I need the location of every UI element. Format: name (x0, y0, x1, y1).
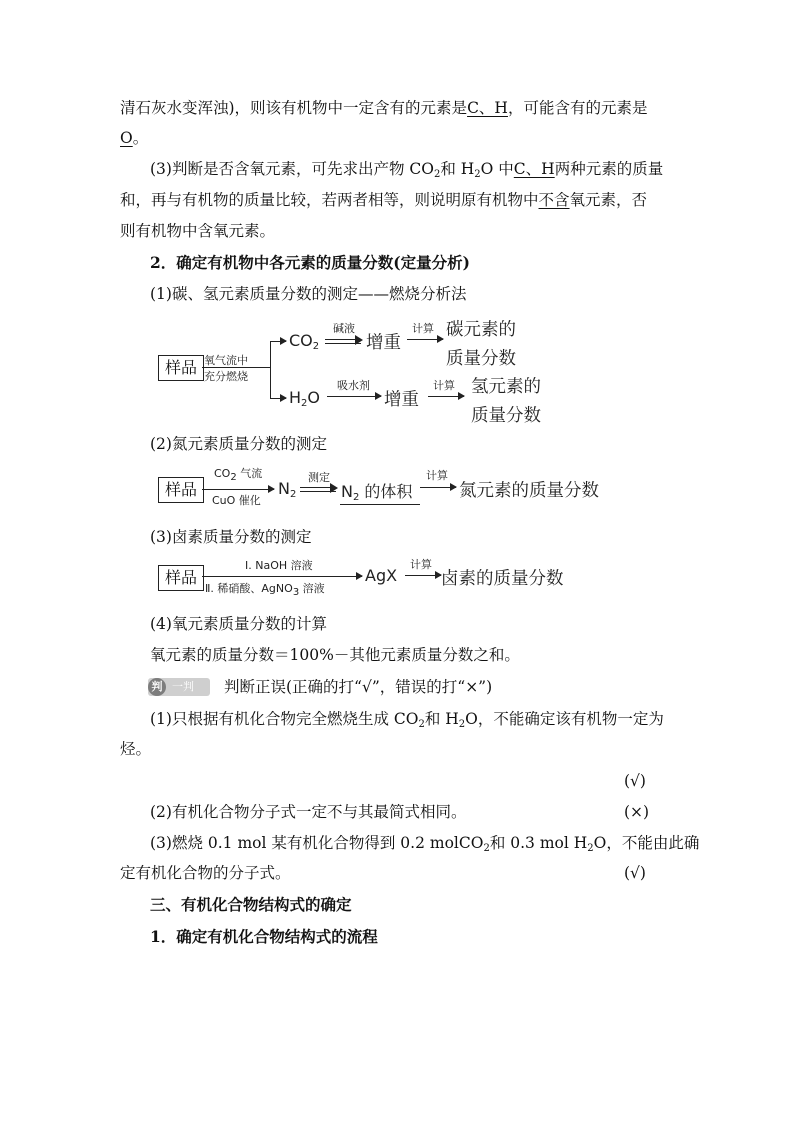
arrow (270, 341, 286, 342)
result-label: 质量分数 (446, 349, 516, 369)
result-label: 增重 (384, 390, 419, 410)
calc-label: 计算 (410, 558, 432, 571)
arrow (407, 339, 443, 340)
subscript: 2 (230, 472, 237, 483)
subscript: 2 (289, 489, 297, 500)
arrow (270, 398, 286, 399)
text: 和 0.3 mol H (489, 834, 588, 852)
branch-line (270, 341, 271, 398)
answer-mark: (×) (624, 803, 650, 821)
answer-mark: (√) (624, 864, 646, 882)
reagent-label: 碱液 (333, 322, 355, 335)
subscript: 2 (418, 719, 425, 730)
subscript: 2 (312, 341, 320, 352)
condition-label: Ⅰ. NaOH 溶液 (245, 559, 313, 572)
text-line: 则有机物中含氧元素。 (120, 222, 276, 240)
formula-line: 氧元素的质量分数＝100%－其他元素质量分数之和。 (150, 646, 520, 664)
formula: N (341, 482, 353, 501)
underlined-answer: C、H (467, 99, 508, 117)
co2-formula (289, 331, 319, 350)
agx-formula: AgX (365, 566, 398, 585)
formula: CO (214, 467, 231, 480)
subheading: (1)碳、氢元素质量分数的测定——燃烧分析法 (150, 285, 467, 303)
subscript: 3 (292, 587, 300, 598)
text-line (150, 158, 663, 180)
text: (1)只根据有机化合物完全燃烧生成 CO (150, 710, 419, 728)
badge-char: 判 (148, 678, 166, 696)
subscript: 2 (301, 398, 308, 409)
calc-label: 计算 (426, 469, 448, 482)
text: 。 (132, 129, 149, 147)
subheading: (3)卤素质量分数的测定 (150, 528, 312, 546)
result-label: 质量分数 (471, 406, 541, 426)
text: 和，再与有机物的质量比较，若两者相等，则说明原有机物中 (120, 191, 539, 209)
text: 和 H (424, 710, 459, 728)
double-arrow (300, 487, 336, 492)
question-1 (150, 708, 664, 730)
text: ，可能含有的元素是 (507, 99, 648, 117)
result-label: 碳元素的 (446, 320, 516, 340)
result-label: 增重 (366, 333, 401, 353)
result-label: 氮元素的质量分数 (459, 481, 599, 501)
section-heading: 2．确定有机物中各元素的质量分数(定量分析) (150, 253, 470, 272)
section-heading: 三、有机化合物结构式的确定 (150, 895, 352, 914)
arrow (428, 396, 464, 397)
text-line (120, 127, 148, 149)
connector-line (202, 367, 270, 368)
subscript: 2 (352, 492, 360, 503)
text: 清石灰水变浑浊)，则该有机物中一定含有的元素是 (120, 99, 468, 117)
underline (340, 504, 420, 505)
text: 溶液 (299, 582, 325, 595)
text: 两种元素的质量 (554, 160, 664, 178)
text: O，不能由此确 (593, 834, 700, 852)
condition-label (205, 580, 325, 596)
text-line (120, 189, 647, 211)
underlined-answer: C、H (513, 160, 555, 178)
reagent-label: 吸水剂 (337, 379, 370, 392)
subscript: 2 (433, 169, 441, 180)
text: Ⅱ. 稀硝酸、AgNO (205, 582, 293, 595)
subscript: 2 (587, 843, 594, 854)
calc-label: 测定 (308, 471, 330, 484)
text: (3)燃烧 0.1 mol 某有机化合物得到 0.2 molCO (150, 834, 484, 852)
text: 和 H (440, 160, 475, 178)
text: 的体积 (359, 482, 413, 501)
text-line (120, 97, 647, 119)
result-label: 卤素的质量分数 (441, 569, 564, 589)
arrow (327, 396, 381, 397)
double-arrow (325, 339, 361, 344)
question-2: (2)有机化合物分子式一定不与其最简式相同。 (150, 803, 467, 821)
subheading: 1．确定有机化合物结构式的流程 (150, 927, 378, 946)
subscript: 2 (458, 719, 466, 730)
subheading: (2)氮元素质量分数的测定 (150, 435, 327, 453)
instruction: 判断正误(正确的打“√”，错误的打“×”) (224, 678, 493, 696)
text: O，不能确定该有机物一定为 (465, 710, 664, 728)
arrow (405, 575, 441, 576)
arrow (202, 576, 362, 577)
text: 气流 (236, 467, 263, 480)
subscript: 2 (474, 169, 481, 180)
text: O 中 (480, 160, 514, 178)
badge-text: 一判 (172, 680, 194, 693)
sample-box: 样品 (158, 355, 204, 381)
n2-formula (278, 479, 296, 498)
arrow (202, 489, 274, 490)
condition-label: 氧气流中 (204, 354, 248, 367)
judge-badge (148, 678, 210, 696)
text: (3)判断是否含氧元素，可先求出产物 CO (150, 160, 434, 178)
n2-volume (341, 479, 412, 502)
formula: H (289, 388, 302, 407)
h2o-formula (289, 388, 320, 407)
formula: N (278, 479, 290, 498)
question-1-cont: 烃。 (120, 740, 152, 758)
calc-label: 计算 (433, 379, 455, 392)
sample-box: 样品 (158, 477, 204, 503)
condition-label: 充分燃烧 (204, 370, 248, 383)
condition-label (214, 465, 262, 481)
formula: CO (289, 331, 313, 350)
answer-mark: (√) (624, 772, 646, 790)
result-label: 氢元素的 (471, 377, 541, 397)
underlined-answer: 不含 (538, 191, 570, 209)
formula: O (307, 388, 320, 407)
question-3-cont: 定有机化合物的分子式。 (120, 864, 291, 882)
question-3 (150, 832, 699, 854)
sample-box: 样品 (158, 565, 204, 591)
condition-label: CuO 催化 (212, 494, 261, 507)
subheading: (4)氧元素质量分数的计算 (150, 615, 327, 633)
calc-label: 计算 (412, 322, 434, 335)
text: 氧元素，否 (569, 191, 648, 209)
arrow (420, 487, 456, 488)
underlined-answer: O (120, 129, 133, 147)
subscript: 2 (483, 843, 490, 854)
